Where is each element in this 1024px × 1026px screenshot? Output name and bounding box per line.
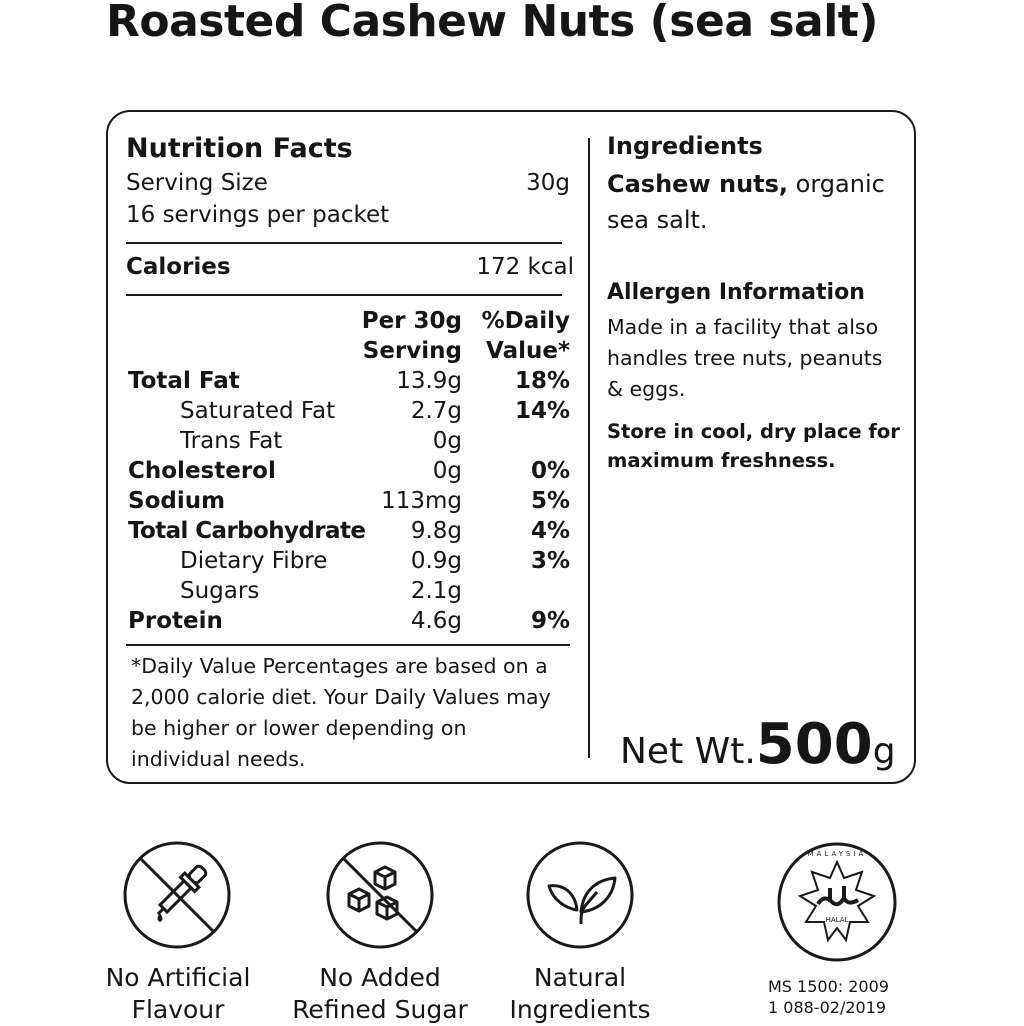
ingredients-main: Cashew nuts, xyxy=(607,170,789,198)
row-dv: 5% xyxy=(530,488,570,514)
no-dropper-icon xyxy=(122,840,232,950)
calories-label: Calories xyxy=(126,254,231,280)
halal-cert xyxy=(768,976,889,1018)
storage-text: Store in cool, dry place for maximum freshness. xyxy=(607,420,900,472)
ingredients-heading: Ingredients xyxy=(607,132,763,160)
serving-size-value: 30g xyxy=(526,170,570,196)
ingredients-text xyxy=(607,166,885,202)
col-header-line: Value* xyxy=(486,338,570,364)
row-dv: 14% xyxy=(514,398,570,424)
ingredients-text-line2: sea salt. xyxy=(607,206,708,234)
row-label-total-fat: Total Fat xyxy=(128,368,240,394)
leaves-icon xyxy=(525,840,635,950)
halal-cert-line: MS 1500: 2009 xyxy=(768,977,889,996)
badge-caption xyxy=(496,962,664,1026)
row-amount: 4.6g xyxy=(410,608,462,634)
divider-line xyxy=(126,644,570,646)
nutrition-heading: Nutrition Facts xyxy=(126,133,353,164)
badge-caption-line: Refined Sugar xyxy=(292,995,468,1024)
row-label-protein: Protein xyxy=(128,608,223,634)
row-amount: 0.9g xyxy=(410,548,462,574)
row-dv: 0% xyxy=(530,458,570,484)
serving-size-label: Serving Size xyxy=(126,170,268,196)
net-weight-label: Net Wt. xyxy=(620,731,756,772)
allergen-text: Made in a facility that also handles tree nuts, peanuts & eggs. xyxy=(607,315,883,401)
row-dv: 4% xyxy=(530,518,570,544)
calories-value: 172 kcal xyxy=(476,254,574,280)
net-weight xyxy=(620,712,896,777)
net-weight-unit: g xyxy=(872,731,896,772)
halal-top-text: MALAYSIA xyxy=(807,850,867,858)
row-label-dietary-fibre: Dietary Fibre xyxy=(180,548,328,574)
halal-cert-line: 1 088-02/2019 xyxy=(768,998,887,1017)
row-amount: 9.8g xyxy=(410,518,462,544)
badge-caption xyxy=(286,962,474,1026)
divider-line xyxy=(126,294,562,296)
badge-caption-line: Natural xyxy=(533,963,627,992)
badge-caption xyxy=(96,962,260,1026)
row-label-trans-fat: Trans Fat xyxy=(180,428,283,454)
panel-divider xyxy=(588,138,590,758)
badge-caption-line: Ingredients xyxy=(509,995,651,1024)
product-title: Roasted Cashew Nuts (sea salt) xyxy=(106,0,878,47)
row-label-sugars: Sugars xyxy=(180,578,260,604)
badge-caption-line: No Added xyxy=(319,963,441,992)
row-label-cholesterol: Cholesterol xyxy=(128,458,276,484)
net-weight-value: 500 xyxy=(755,712,873,777)
row-amount: 113mg xyxy=(381,488,462,514)
halal-logo-icon xyxy=(770,840,904,964)
row-amount: 0g xyxy=(432,428,462,454)
col-header-line: Serving xyxy=(362,338,462,364)
row-amount: 0g xyxy=(432,458,462,484)
col-header-line: Per 30g xyxy=(361,308,462,334)
row-label-total-carbohydrate: Total Carbohydrate xyxy=(128,518,366,544)
row-dv: 3% xyxy=(530,548,570,574)
row-label-saturated-fat: Saturated Fat xyxy=(180,398,336,424)
row-dv: 18% xyxy=(514,368,570,394)
col-header-per-serving xyxy=(330,306,462,366)
daily-value-footnote: *Daily Value Percentages are based on a 2,000 calorie diet. Your Daily Values may be higher or lower depending on individual needs. xyxy=(131,654,551,771)
col-header-line: %Daily xyxy=(481,308,570,334)
row-amount: 2.7g xyxy=(410,398,462,424)
servings-per-packet: 16 servings per packet xyxy=(126,202,390,228)
no-sugar-cubes-icon xyxy=(325,840,435,950)
allergen-heading: Allergen Information xyxy=(607,280,865,305)
divider-line xyxy=(126,242,562,244)
ingredients-rest: organic xyxy=(795,170,885,198)
badge-caption-line: Flavour xyxy=(131,995,225,1024)
row-amount: 2.1g xyxy=(410,578,462,604)
row-label-sodium: Sodium xyxy=(128,488,226,514)
row-dv: 9% xyxy=(530,608,570,634)
halal-center-text: HALAL xyxy=(825,916,849,924)
badge-caption-line: No Artificial xyxy=(105,963,251,992)
row-amount: 13.9g xyxy=(396,368,462,394)
col-header-daily-value xyxy=(460,306,570,366)
